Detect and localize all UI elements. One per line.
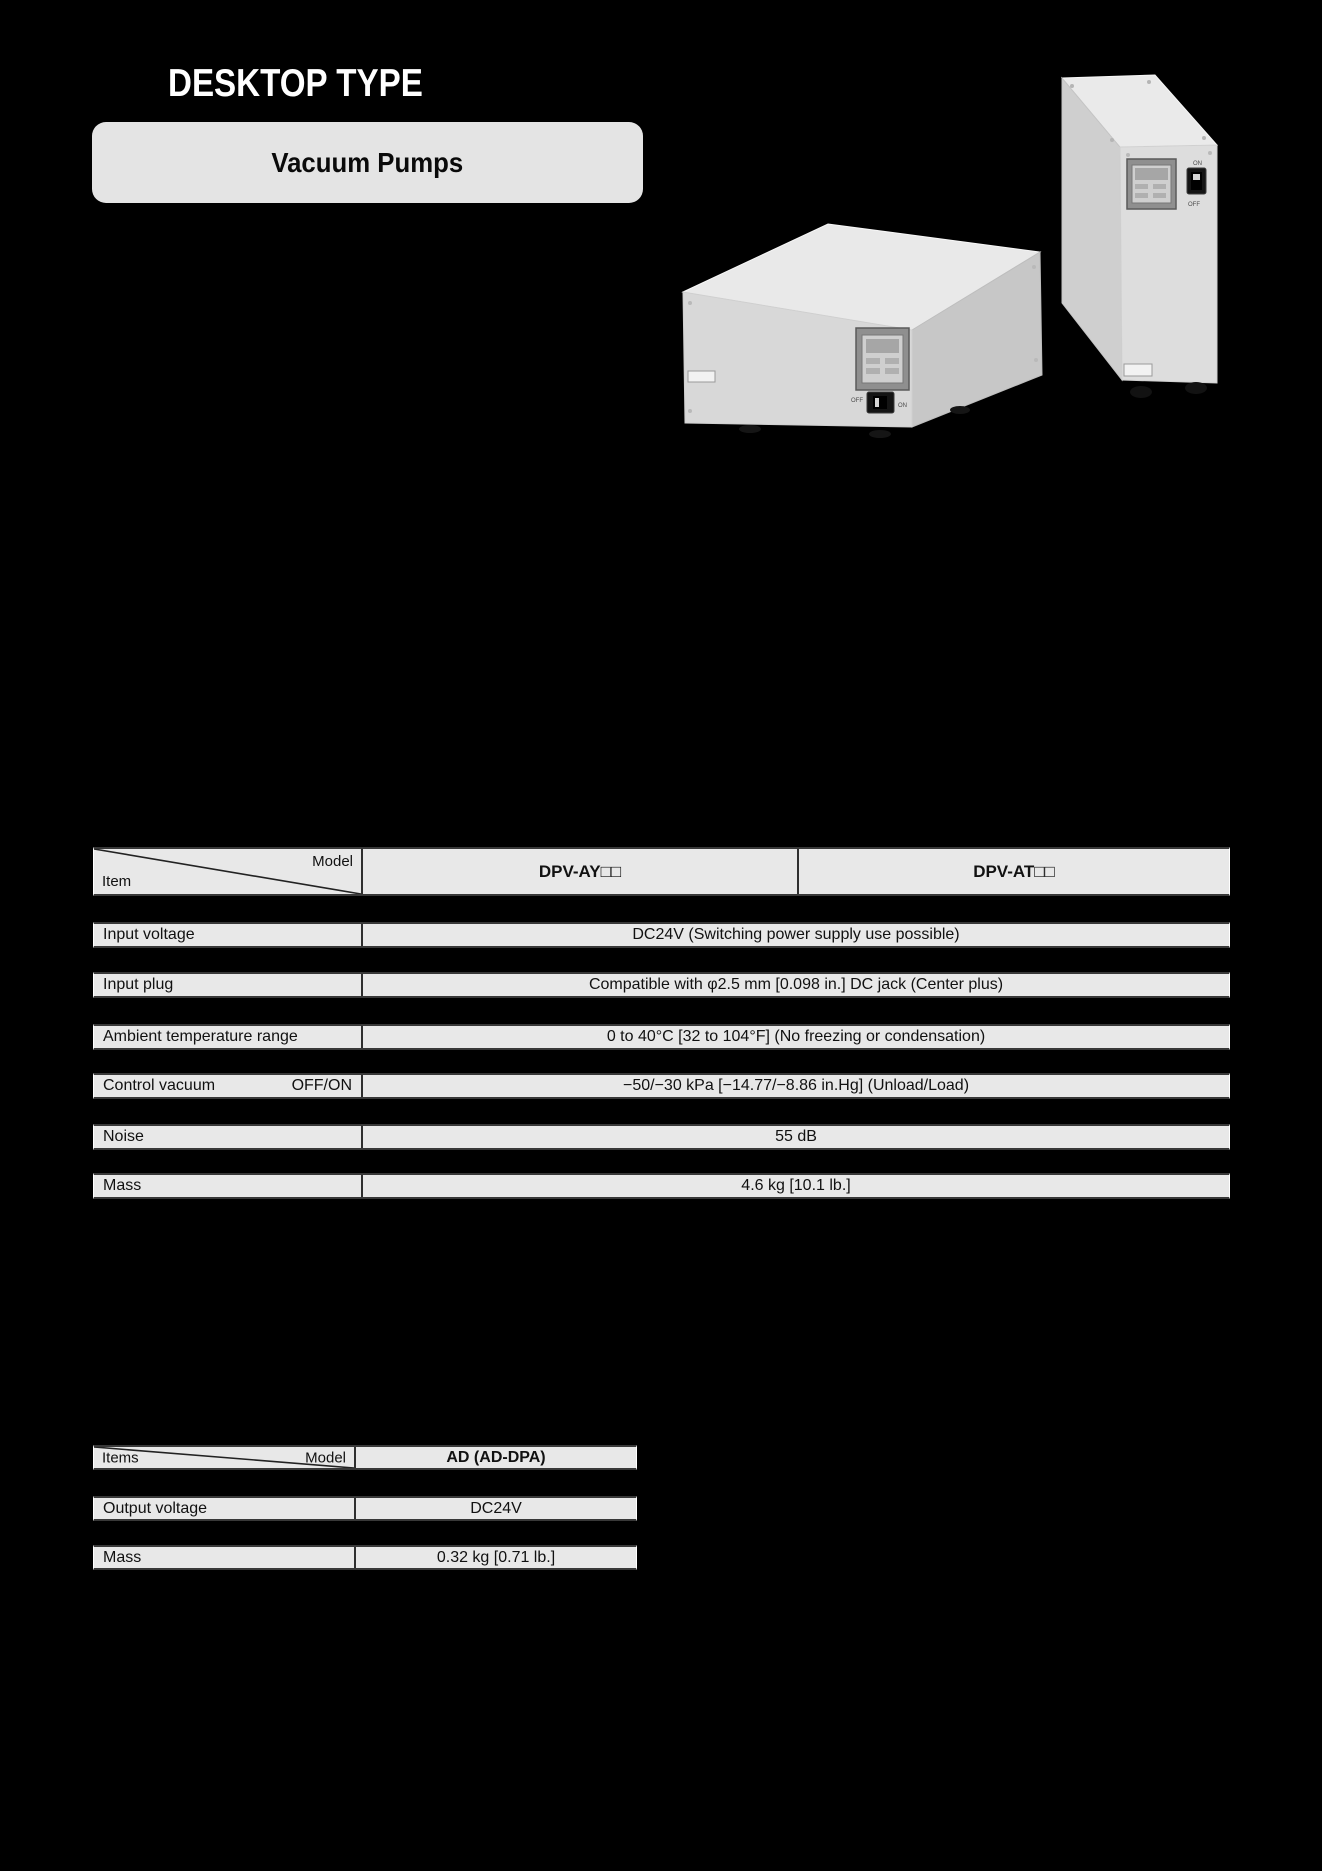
spec-row-value: Compatible with φ2.5 mm [0.098 in.] DC jack (Center plus): [361, 974, 1229, 996]
adapter-table-header: [93, 1445, 637, 1470]
spec-row-label-text: Control vacuum: [103, 1077, 216, 1094]
spec-row-label-suffix: OFF/ON: [291, 1077, 352, 1094]
spec-row-label: [94, 1175, 361, 1197]
spec-row-label: [94, 1126, 361, 1148]
spec-row-input-voltage: [93, 922, 1230, 948]
model-header-label: Model: [305, 1449, 346, 1466]
spec-row-label-text: Input plug: [103, 976, 174, 993]
spec-row-mass: [93, 1173, 1230, 1199]
desktop-pump-photo: [683, 224, 1042, 438]
desktop-switch-off-label: OFF: [851, 398, 863, 404]
adapter-row-value: 0.32 kg [0.71 lb.]: [354, 1547, 636, 1568]
adapter-row-label: [94, 1498, 354, 1519]
desktop-pump-display: [856, 328, 909, 390]
spec-row-label-text: Input voltage: [103, 926, 195, 943]
spec-row-label-text: Ambient temperature range: [103, 1028, 298, 1045]
items-model-header-cell: [94, 1447, 354, 1468]
spec-row-label: [94, 1026, 361, 1048]
category-badge: [92, 122, 643, 203]
spec-row-input-plug: [93, 972, 1230, 998]
column-header-ad-adapter: AD (AD-DPA): [354, 1447, 636, 1468]
spec-row-label-text: Mass: [103, 1177, 142, 1194]
model-item-header-cell: [94, 849, 361, 894]
spec-row-label: [94, 924, 361, 946]
spec-row-label: [94, 1075, 361, 1097]
adapter-row-label-text: Output voltage: [103, 1499, 208, 1517]
adapter-row-label: [94, 1547, 354, 1568]
page-title: DESKTOP TYPE: [168, 62, 423, 105]
spec-row-value: 4.6 kg [10.1 lb.]: [361, 1175, 1229, 1197]
tower-switch-on-label: ON: [1193, 161, 1202, 167]
category-label: Vacuum Pumps: [271, 146, 464, 178]
product-photos: [660, 55, 1240, 455]
adapter-row-mass: [93, 1545, 637, 1570]
spec-row-control-vacuum: [93, 1073, 1230, 1099]
spec-row-label-text: Noise: [103, 1128, 144, 1145]
tower-switch-off-label: OFF: [1188, 202, 1200, 208]
desktop-pump-nameplate: [688, 371, 715, 382]
spec-row-value: −50/−30 kPa [−14.77/−8.86 in.Hg] (Unload/Load): [361, 1075, 1229, 1097]
spec-table-header: [93, 847, 1230, 896]
items-header-label: Items: [102, 1449, 139, 1466]
spec-row-ambient-temperature: [93, 1024, 1230, 1050]
item-header-label: Item: [102, 873, 132, 890]
spec-row-value: DC24V (Switching power supply use possible): [361, 924, 1229, 946]
spec-row-value: 0 to 40°C [32 to 104°F] (No freezing or condensation): [361, 1026, 1229, 1048]
tower-pump-display: [1127, 159, 1176, 209]
tower-pump-photo: [1062, 75, 1217, 398]
model-header-label: Model: [312, 853, 353, 870]
column-header-dpv-at: DPV-AT□□: [797, 849, 1229, 894]
adapter-row-label-text: Mass: [103, 1548, 142, 1566]
column-header-dpv-ay: DPV-AY□□: [361, 849, 797, 894]
desktop-switch-on-label: ON: [898, 403, 907, 409]
spec-row-noise: [93, 1124, 1230, 1150]
spec-row-value: 55 dB: [361, 1126, 1229, 1148]
tower-pump-nameplate: [1124, 364, 1152, 376]
spec-row-label: [94, 974, 361, 996]
adapter-row-value: DC24V: [354, 1498, 636, 1519]
adapter-row-output-voltage: [93, 1496, 637, 1521]
